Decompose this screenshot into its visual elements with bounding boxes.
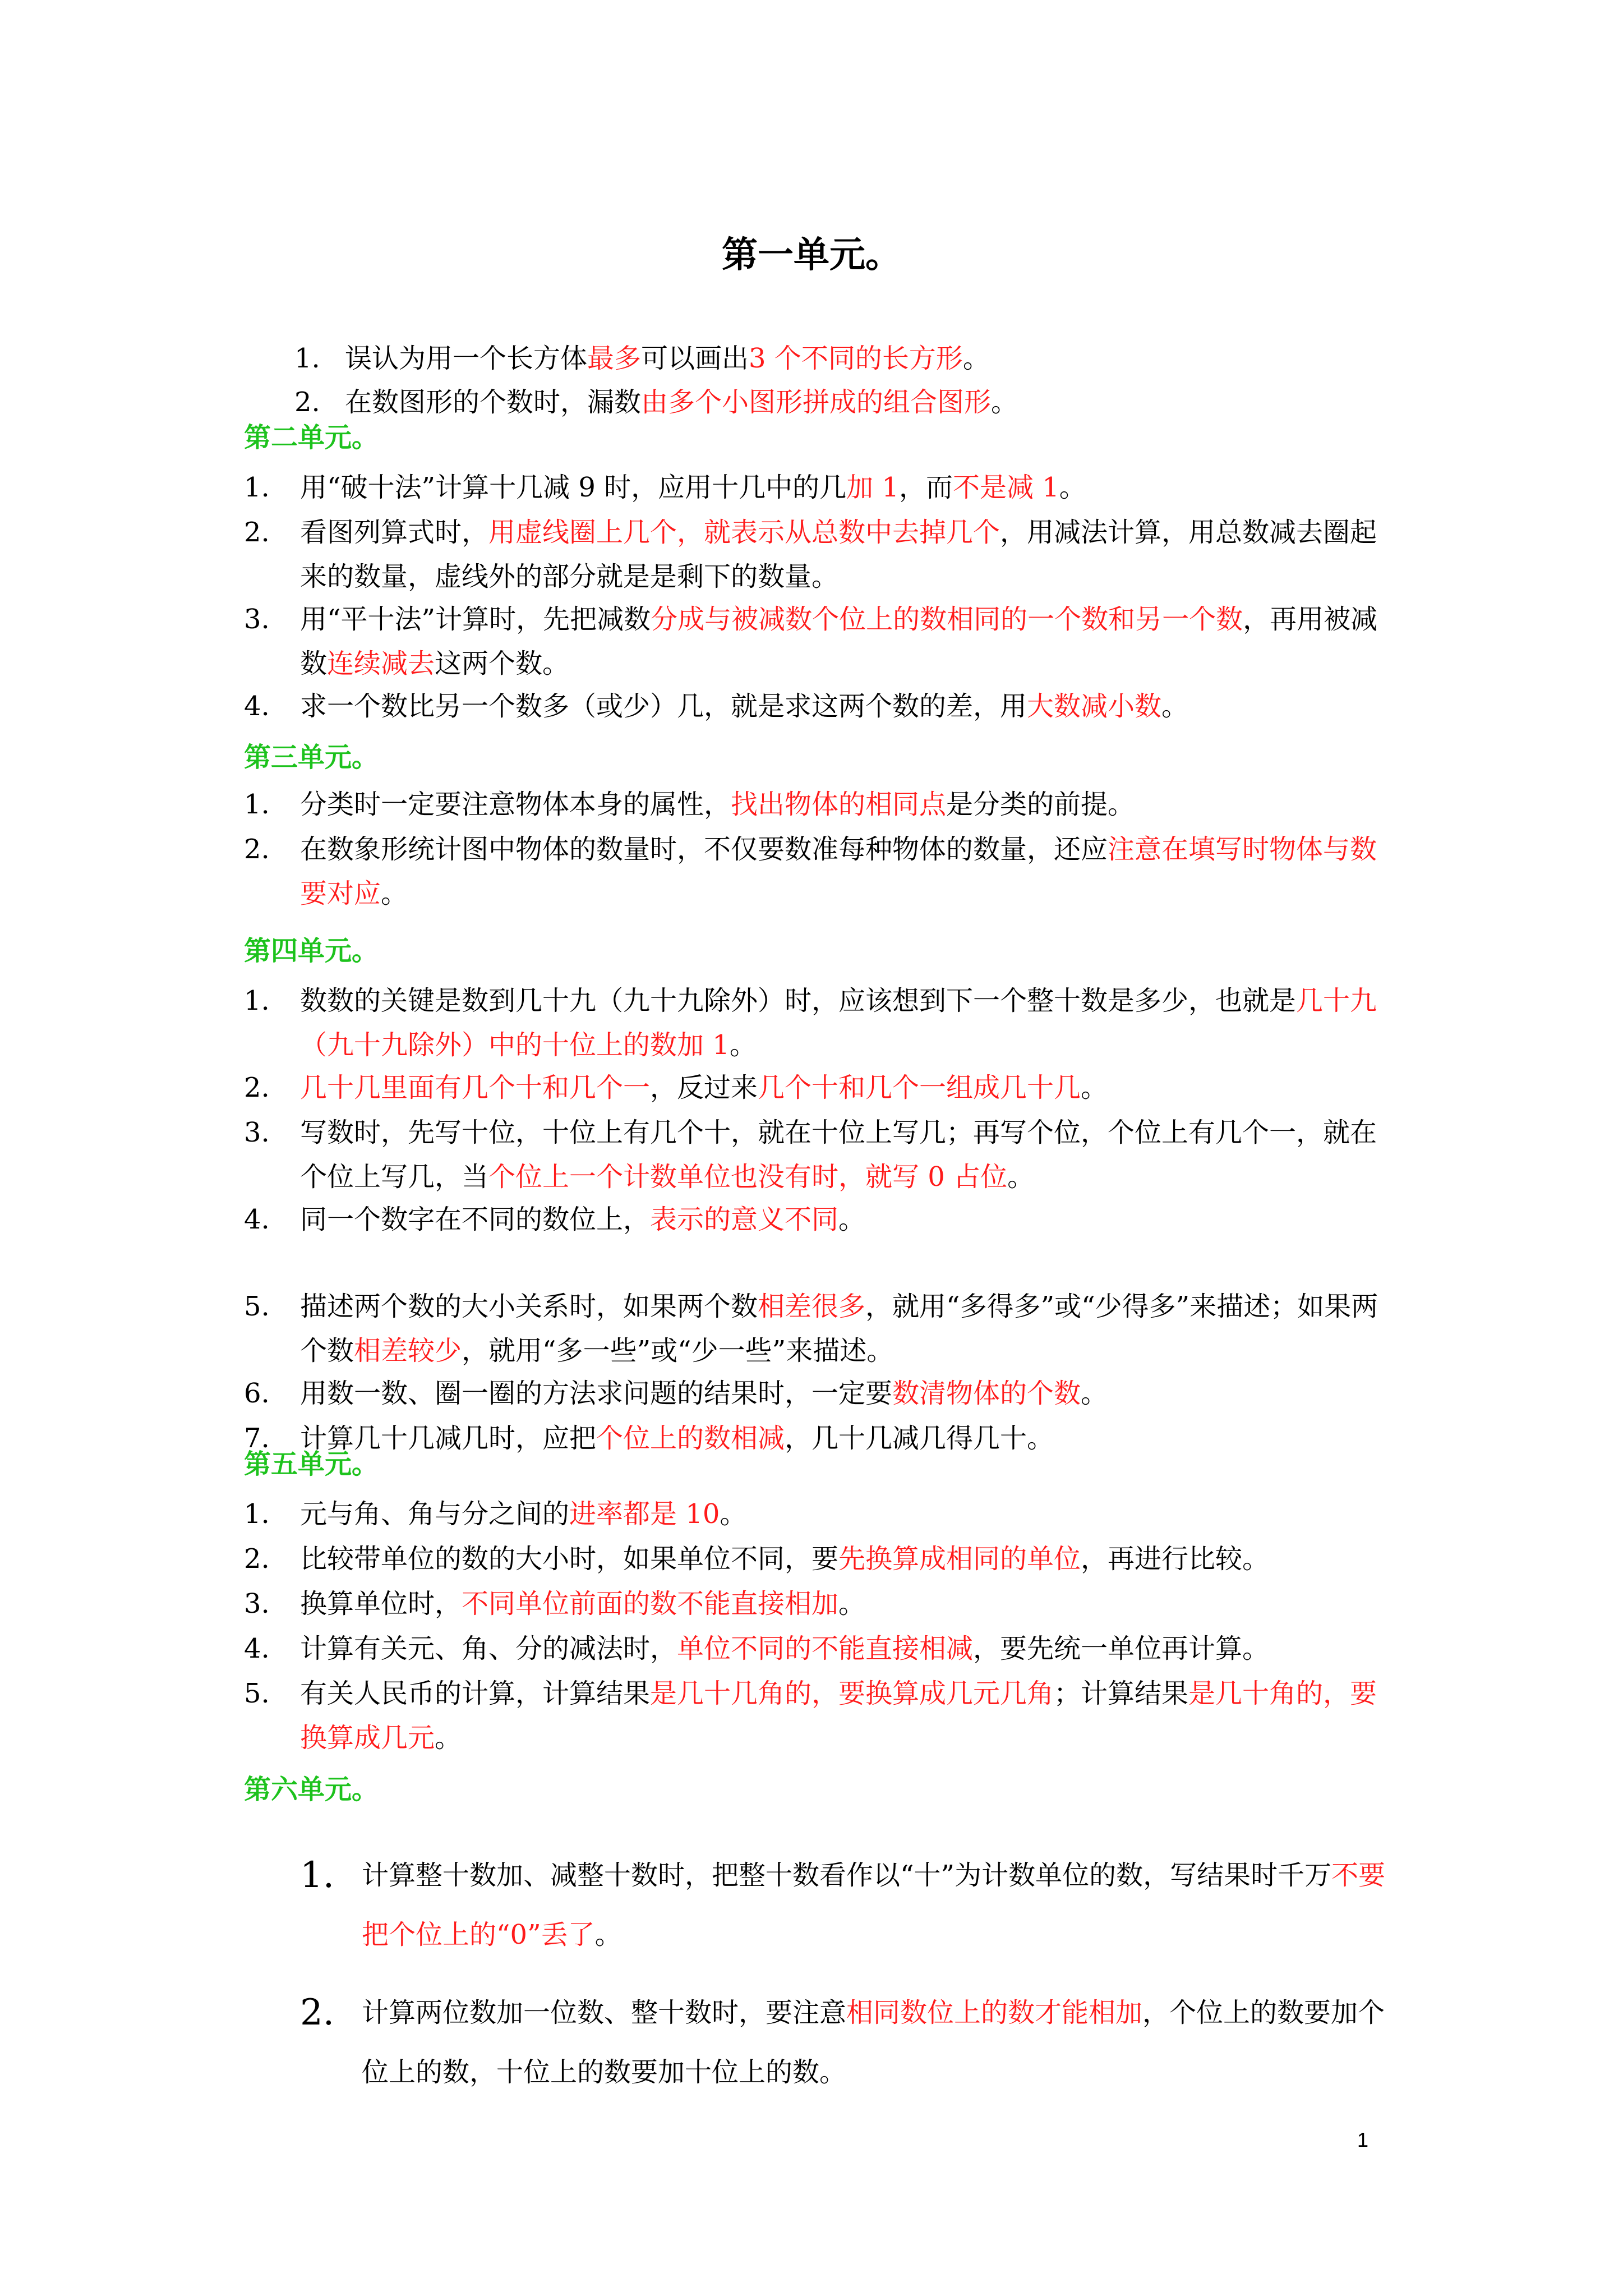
item-text [300,1416,1391,1461]
body-text: 用数一数、圈一圈的方法求问题的结果时，一定要 [300,1378,893,1409]
item-text [300,783,1391,827]
item-text [300,597,1391,686]
highlight-text: 表示的意义不同 [650,1204,839,1235]
body-text: ，就用“多得多”或“少得多”来描述；如果两个数 [300,1291,1378,1366]
item-number: 1. [244,789,270,820]
body-text: 。 [1081,1072,1108,1103]
highlight-text: 是几十几角的，要换算成几元几角 [650,1678,1054,1709]
list-item [244,1416,1391,1461]
body-text: 看图列算式时， [300,517,489,548]
body-text: 。 [838,1204,866,1235]
item-text [345,337,1391,381]
body-text: ，个位上的数要加个位上的数，十位上的数要加十位上的数。 [362,1997,1385,2088]
body-text: 求一个数比另一个数多（或少）几，就是求这两个数的差，用 [300,691,1027,722]
item-text [300,1198,1391,1242]
list-item [244,1582,1391,1626]
body-text: ，几十几减几得几十。 [785,1423,1054,1454]
list-item [300,1983,1391,2102]
body-text: 。 [991,386,1018,418]
body-text: 描述两个数的大小关系时，如果两个数 [300,1291,758,1322]
highlight-text: 几个十和几个一组成几十几 [758,1072,1081,1103]
list-item [244,597,1391,686]
item-text [300,1372,1391,1416]
item-number: 1. [294,343,320,374]
body-text: 用“破十法”计算十几减 9 时，应用十几中的几 [300,472,847,503]
highlight-text: 不是减 1 [952,472,1059,503]
body-text: ，而 [898,472,953,503]
list-item [244,684,1391,729]
item-number: 2. [244,517,270,548]
page-number: 1 [1357,2128,1369,2151]
body-text: ，要先统一单位再计算。 [973,1633,1270,1664]
item-number: 3. [244,604,270,635]
item-number: 3. [244,1588,270,1619]
highlight-text: 加 1 [846,472,899,503]
list-item [244,1111,1391,1199]
body-text: 可以画出 [641,343,749,374]
item-text [300,1672,1391,1760]
item-text [300,1627,1391,1671]
item-number: 1. [300,1855,335,1896]
body-text: 。 [962,343,990,374]
list-item [294,337,1391,381]
highlight-text: 单位不同的不能直接相减 [677,1633,974,1664]
list-item [244,1672,1391,1760]
list-item [244,827,1391,916]
body-text: 写数时，先写十位，十位上有几个十，就在十位上写几；再写个位，个位上有几个一，就在个位上写几，当 [300,1117,1377,1193]
highlight-text: 个位上的数相减 [596,1423,785,1454]
highlight-text: 找出物体的相同点 [731,789,947,820]
body-text: 计算几十几减几时，应把 [300,1423,597,1454]
highlight-text: 最多 [587,343,642,374]
item-text [300,827,1391,916]
list-item [244,1492,1391,1536]
body-text: 。 [720,1498,747,1530]
highlight-text: 数清物体的个数 [892,1378,1081,1409]
section-heading: 第四单元。 [244,935,379,967]
body-text: 。 [594,1919,622,1950]
item-number: 1. [244,1498,270,1530]
highlight-text: 相差较少 [354,1335,462,1366]
section-heading: 第三单元。 [244,742,379,773]
list-item [294,380,1391,425]
item-text [345,380,1391,425]
body-text: ，用减法计算，用总数减去圈起来的数量，虚线外的部分就是是剩下的数量。 [300,517,1377,592]
section-heading: 第二单元。 [244,422,379,453]
body-text: 误认为用一个长方体 [345,343,588,374]
body-text: 。 [1007,1161,1035,1193]
item-number: 7. [244,1423,270,1454]
highlight-text: 相差很多 [758,1291,866,1322]
item-number: 2. [244,1072,270,1103]
item-number: 4. [244,1633,270,1664]
item-number: 1. [244,472,270,503]
body-text: 比较带单位的数的大小时，如果单位不同，要 [300,1543,839,1575]
item-text [300,1492,1391,1536]
section-heading: 第五单元。 [244,1448,379,1480]
item-text [300,1066,1391,1110]
item-number: 2. [294,386,320,418]
item-text [300,466,1391,510]
highlight-text: 连续减去 [327,648,435,679]
list-item [244,783,1391,827]
item-number: 4. [244,1204,270,1235]
item-text [300,1285,1391,1373]
item-number: 3. [244,1117,270,1148]
body-text: 是分类的前提。 [946,789,1135,820]
body-text: 在数象形统计图中物体的数量时，不仅要数准每种物体的数量，还应 [300,834,1108,865]
list-item [244,1198,1391,1242]
highlight-text: 不同单位前面的数不能直接相加 [462,1588,839,1619]
item-number: 5. [244,1678,270,1709]
item-text [300,510,1391,599]
body-text: 有关人民币的计算，计算结果 [300,1678,651,1709]
body-text: ，再用被减数 [300,604,1378,679]
item-number: 5. [244,1291,270,1322]
item-number: 2. [300,1992,335,2033]
body-text: ，反过来 [650,1072,758,1103]
list-item [244,979,1391,1068]
body-text: 在数图形的个数时，漏数 [345,386,642,418]
body-text: 。 [435,1722,462,1754]
item-number: 6. [244,1378,270,1409]
highlight-text: 先换算成相同的单位 [838,1543,1081,1575]
body-text: ；计算结果 [1054,1678,1189,1709]
item-text [300,684,1391,729]
item-text [300,1582,1391,1626]
list-item [244,1537,1391,1581]
body-text: 这两个数。 [435,648,570,679]
page-title: 第一单元。 [722,234,901,276]
list-item [244,1285,1391,1373]
list-item [300,1846,1391,1964]
highlight-text: 3 个不同的长方形 [749,343,963,374]
body-text: ，就用“多一些”或“少一些”来描述。 [462,1335,894,1366]
item-text [362,1846,1391,1964]
item-text [362,1983,1391,2102]
highlight-text: 是几十角的，要换算成几元 [300,1678,1377,1754]
body-text: 同一个数字在不同的数位上， [300,1204,651,1235]
body-text: 分类时一定要注意物体本身的属性， [300,789,731,820]
list-item [244,1066,1391,1110]
item-number: 2. [244,1543,270,1575]
body-text: 。 [1081,1378,1108,1409]
highlight-text: 由多个小图形拼成的组合图形 [641,386,992,418]
highlight-text: 相同数位上的数才能相加 [846,1997,1143,2028]
highlight-text: 分成与被减数个位上的数相同的一个数和另一个数 [651,604,1243,635]
body-text: 。 [838,1588,866,1619]
body-text: 元与角、角与分之间的 [300,1498,570,1530]
highlight-text: 进率都是 10 [569,1498,720,1530]
body-text: 。 [1161,691,1189,722]
highlight-text: 几十几里面有几个十和几个一 [300,1072,651,1103]
item-number: 1. [244,985,270,1016]
item-text [300,979,1391,1068]
item-number: 2. [244,834,270,865]
highlight-text: 大数减小数 [1027,691,1162,722]
highlight-text: 不要把个位上的“0”丢了 [362,1860,1386,1950]
highlight-text: 注意在填写时物体与数要对应 [300,834,1377,909]
body-text: 数数的关键是数到几十九（九十九除外）时，应该想到下一个整十数是多少，也就是 [300,985,1297,1016]
list-item [244,510,1391,599]
body-text: 计算两位数加一位数、整十数时，要注意 [362,1997,847,2028]
body-text: 。 [1059,472,1086,503]
highlight-text: 个位上一个计数单位也没有时，就写 0 占位 [488,1161,1008,1193]
section-heading: 第六单元。 [244,1774,379,1805]
body-text: 计算有关元、角、分的减法时， [300,1633,677,1664]
body-text: 用“平十法”计算时，先把减数 [300,604,651,635]
item-number: 4. [244,691,270,722]
body-text: ，再进行比较。 [1081,1543,1270,1575]
body-text: 换算单位时， [300,1588,462,1619]
highlight-text: 用虚线圈上几个，就表示从总数中去掉几个 [488,517,1000,548]
list-item [244,466,1391,510]
body-text: 。 [381,878,408,909]
body-text: 计算整十数加、减整十数时，把整十数看作以“十”为计数单位的数，写结果时千万 [362,1860,1332,1891]
list-item [244,1627,1391,1671]
list-item [244,1372,1391,1416]
highlight-text: 几十九（九十九除外）中的十位上的数加 1 [300,985,1377,1061]
body-text: 。 [729,1029,757,1061]
item-text [300,1111,1391,1199]
item-text [300,1537,1391,1581]
